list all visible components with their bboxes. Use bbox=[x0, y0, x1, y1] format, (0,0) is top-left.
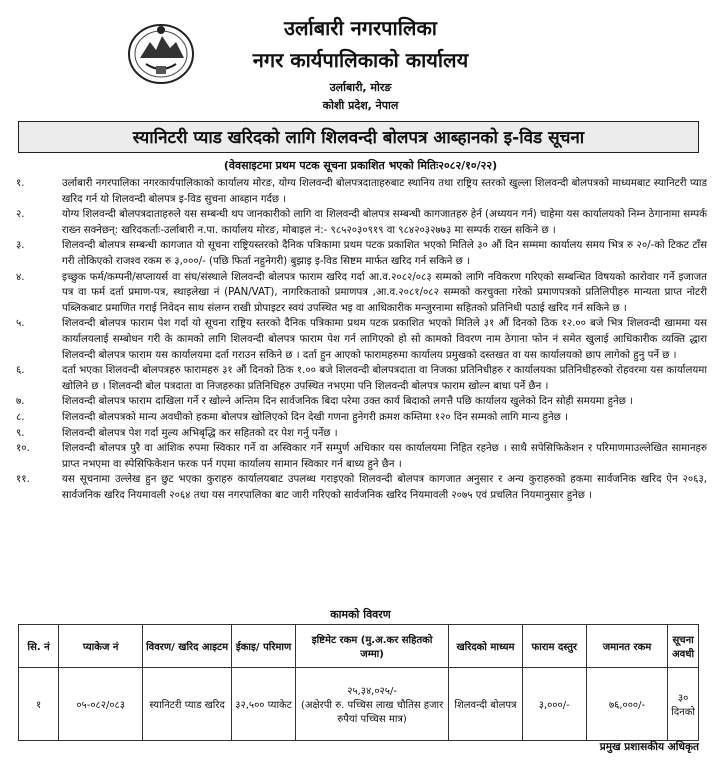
col-header-qty: ईकाइ/ परिमाण bbox=[232, 625, 296, 668]
table-row bbox=[19, 668, 699, 741]
notice-item bbox=[12, 426, 707, 442]
cell-estimate bbox=[295, 668, 448, 741]
table-header-row bbox=[19, 625, 699, 668]
col-header-deposit: जमानत रकम bbox=[586, 625, 668, 668]
item-number: १. bbox=[16, 178, 25, 189]
cell-mode: शिलवन्दी बोलपत्र bbox=[449, 668, 523, 741]
item-number: ११. bbox=[16, 474, 30, 486]
item-text: शिलवन्दी बोलपत्र सम्बन्धी कागजात यो सूचना राष्ट्रियस्तरको दैनिक पत्रिकामा प्रथम पटक प्रकाशित भएको मितिले ३० औं दिन सम्ममा कार्यालय समय भित्र रु २०/-को टिकट टाँस गरी तोकिएको राजश्व रकम रु ३,०००/- (पछि फिर्ता नहुनेगरी) बुझाइ इ-विड सिष्टम मार्फत खरिद गर्न सकिने छ । bbox=[62, 240, 707, 267]
item-text: योग्य शिलवन्दी बोलपत्रदाताहरुले यस सम्बन्धी थप जानकारीको लागि वा शिलवन्दी बोलपत्र सम्बन्धी कागजातहरु हेर्न (अध्ययन गर्न) चाहेमा यस कार्यालयको निम्न ठेगानामा सम्पर्क राख्न सक्नेछन्: खरिदकर्ताः-उर्लाबारी न.पा. कार्यालय मोरङ, मोबाइल नं:- ९८५२०३०९१९ वा ९८४२०३२७७३ मा सम्पर्क राख्न सकिने छ । bbox=[62, 209, 707, 236]
item-text: शिलवन्दी बोलपत्र फाराम दाखिला गर्ने र खोल्ने अन्तिम दिन सार्वजनिक बिदा परेमा उक्त कार्य बिदाको लगत्तै पछि कार्यालय खुलेको दिन सोही समयमा हुनेछ । bbox=[62, 396, 633, 408]
cell-fee: ३,०००/- bbox=[522, 668, 586, 741]
notice-item bbox=[12, 238, 707, 269]
item-number: ५. bbox=[16, 318, 25, 330]
col-header-mode: खरिदको माध्यम bbox=[449, 625, 523, 668]
cell-package: ०५-०८२/०८३ bbox=[59, 668, 143, 741]
signature-title: प्रमुख प्रशासकीय अधिकृत bbox=[599, 741, 699, 753]
estimate-amount: २५,३४,०२५/- bbox=[347, 686, 397, 697]
notice-item bbox=[12, 207, 707, 238]
col-header-period: सूचना अवधी bbox=[668, 625, 699, 668]
notice-item bbox=[12, 472, 707, 503]
item-text: दर्ता भएका शिलवन्दी बोलपत्रहरु फारामहरु ३१ औं दिनको ठिक १.०० बजे शिलवन्दी बोलपत्रदाता वा निजका प्रतिनिधीहरु र कार्यालयका प्रतिनिधीहरुको रोहवरमा यस कार्यालयमा खोलिने छ । शिलवन्दी बोल पत्रदाता वा निजहरुका प्रतिनिधिहरु उपस्थित नभएमा पनि शिलवन्दी बोलपत्र फाराम खोल्न बाधा पर्ने छैन । bbox=[62, 365, 707, 392]
item-text: शिलवन्दी बोलपत्रको मान्य अवधीको हकमा बोलपत्र खोलिएको दिन देखी गणना हुनेगरी क्रमश कम्तिमा १२० दिन सम्मको लागि मान्य हुनेछ । bbox=[62, 411, 568, 423]
item-number: ४. bbox=[16, 271, 25, 283]
notice-item bbox=[12, 270, 707, 317]
item-number: ८. bbox=[16, 411, 25, 423]
office-address: उर्लाबारी, मोरङ bbox=[329, 81, 392, 94]
province-name: कोशी प्रदेश, नेपाल bbox=[322, 99, 399, 112]
notice-item bbox=[12, 363, 707, 394]
notice-item bbox=[12, 410, 707, 426]
work-details-table bbox=[18, 624, 699, 741]
notice-item bbox=[12, 394, 707, 410]
col-header-item: विवरण/ खरिद आइटम bbox=[143, 625, 232, 668]
notice-items bbox=[12, 176, 707, 503]
notice-item bbox=[12, 316, 707, 363]
cell-period: ३० दिनको bbox=[668, 668, 699, 741]
municipality-name: उर्लाबारी नगरपालिका bbox=[284, 16, 437, 40]
item-number: ९. bbox=[16, 427, 25, 439]
notice-item bbox=[12, 176, 707, 207]
estimate-amount-words: (अक्षेरपी रु. पच्चिस लाख चौतिस हजार रुपैयां पच्चिस मात्र) bbox=[300, 700, 444, 725]
office-name: नगर कार्यपालिकाको कार्यालय bbox=[252, 48, 469, 72]
item-text: शिलवन्दी बोलपत्र पुरै वा आंशिक रुपमा स्विकार गर्ने वा अस्विकार गर्ने सम्पुर्ण अधिकार यस कार्यालयमा निहित रहनेछ । साथै सपेसिफिकेशन र परिमाणमाउल्लेखित सामानहरु प्राप्त नभएमा वा स्पेसिफिकेशन फरक पर्न गएमा कार्यालय सामान स्विकार गर्न बाध्य हुने छैन । bbox=[62, 443, 707, 470]
cell-sn: १ bbox=[19, 668, 59, 741]
item-number: ७. bbox=[16, 396, 25, 408]
col-header-estimate: इष्टिमेट रकम (मु.अ.कर सहितको जम्मा) bbox=[295, 625, 448, 668]
cell-deposit: ७६,०००/- bbox=[586, 668, 668, 741]
item-text: यस सूचनामा उल्लेख हुन छुट भएका कुराहरु कार्यालयबाट उपलब्ध गराइएको शिलवन्दी बोलपत्र कागजात अनुसार र अन्य कुराहरुको हकमा सार्वजनिक खरिद ऐन २०६३, सार्वजनिक खरिद नियमावली २०६४ तथा यस नगरपालिका बाट जारी गरिएको सार्वजनिक खरिद नियमावली २०७५ एवं प्रचलित नियमानुसार हुनेछ । bbox=[62, 474, 707, 501]
item-number: ६. bbox=[16, 365, 25, 377]
notice-item bbox=[12, 441, 707, 472]
item-number: २. bbox=[16, 209, 25, 221]
item-text: इच्छुक फर्म/कम्पनी/सप्लायर्स वा संघ/संस्थाले शिलवन्दी बोलपत्र फाराम खरिद गर्दा आ.व.२०८२/०८३ सम्मको लागि नविकरण गरिएको सम्बन्धित विषयको कारोवार गर्ने इजाजत पत्र वा फर्म दर्ता प्रमाण-पत्र, स्थाइलेखा नं (PAN/VAT), नागरिकताको प्रमाणपत्र ,आ.व.२०८१/०८२ सम्मको करचुक्ता गरेको प्रमाणपत्रको प्रतिलिपीहरु मान्यता प्राप्त नोटरी पब्लिकबाट प्रमाणित गराई निवेदन साथ संलग्न राखी प्रोपाइटर स्वयं उपस्थित भइ वा आधिकारीक मन्जुरनामा सहितको प्रतिनिधी पठाई खरिद गर्न सकिने छ । bbox=[62, 271, 707, 314]
item-number: ३. bbox=[16, 240, 25, 252]
item-text: शिलवन्दी बोलपत्र पेश गर्दा मुल्य अभिबृद्धि कर सहितको दर पेश गर्नु पर्नेछ । bbox=[62, 427, 338, 439]
col-header-package: प्याकेज नं bbox=[59, 625, 143, 668]
item-text: शिलवन्दी बोलपत्र फाराम पेश गर्दा यो सूचना राष्ट्रिय स्तरको दैनिक पत्रिकामा प्रथम पटक प्रकाशित भएको मितिले ३१ औं दिनको ठिक १२.०० बजे भित्र शिलवन्दी खाममा यस कार्यालयलाई सम्बोधन गरी के कामको लागि शिलवन्दी बोलपत्र फाराम पेश गर्न लागिएको हो सो कामको विवरण नाम ठेगाना फोन नं समेत खुलाई आधिकारीक व्यक्ति द्धारा शिलवन्दी बोलपत्र फाराम यस कार्यालयमा दर्ता गराउन सकिने छ । दर्ता हुन आएको फारामहरुमा कार्यालय प्रमुखको दस्तखत वा यस कार्यालयको छाप लागेको हुनु पर्ने छ । bbox=[62, 318, 707, 361]
notice-title: स्यानिटरी प्याड खरिदको लागि शिलवन्दी बोलपत्र आब्हानको इ-विड सूचना bbox=[18, 121, 699, 153]
table-title: कामको विवरण bbox=[330, 608, 391, 621]
col-header-fee: फाराम दस्तुर bbox=[522, 625, 586, 668]
cell-item: स्यानिटरी प्याड खरिद bbox=[143, 668, 232, 741]
publish-date-line: (वेवसाइटमा प्रथम पटक सूचना प्रकाशित भएको मितिः२०८२/१०/२२) bbox=[223, 159, 498, 172]
col-header-sn: सि. नं bbox=[19, 625, 59, 668]
item-number: १०. bbox=[16, 443, 30, 455]
cell-qty: ३२,५०० प्याकेट bbox=[232, 668, 296, 741]
item-text: उर्लाबारी नगरपालिका नगरकार्यपालिकाको कार्यालय मोरङ, योग्य शिलवन्दी बोलपत्रदाताहरुबाट स्थानिय तथा राष्ट्रिय स्तरको खुल्ला शिलवन्दी बोलपत्रको माध्यमबाट स्यानिटरी प्याड खरिद गर्न यो शिलवन्दी बोलपत्र इ-विड सुचना आब्हान गर्दछ । bbox=[62, 178, 707, 205]
